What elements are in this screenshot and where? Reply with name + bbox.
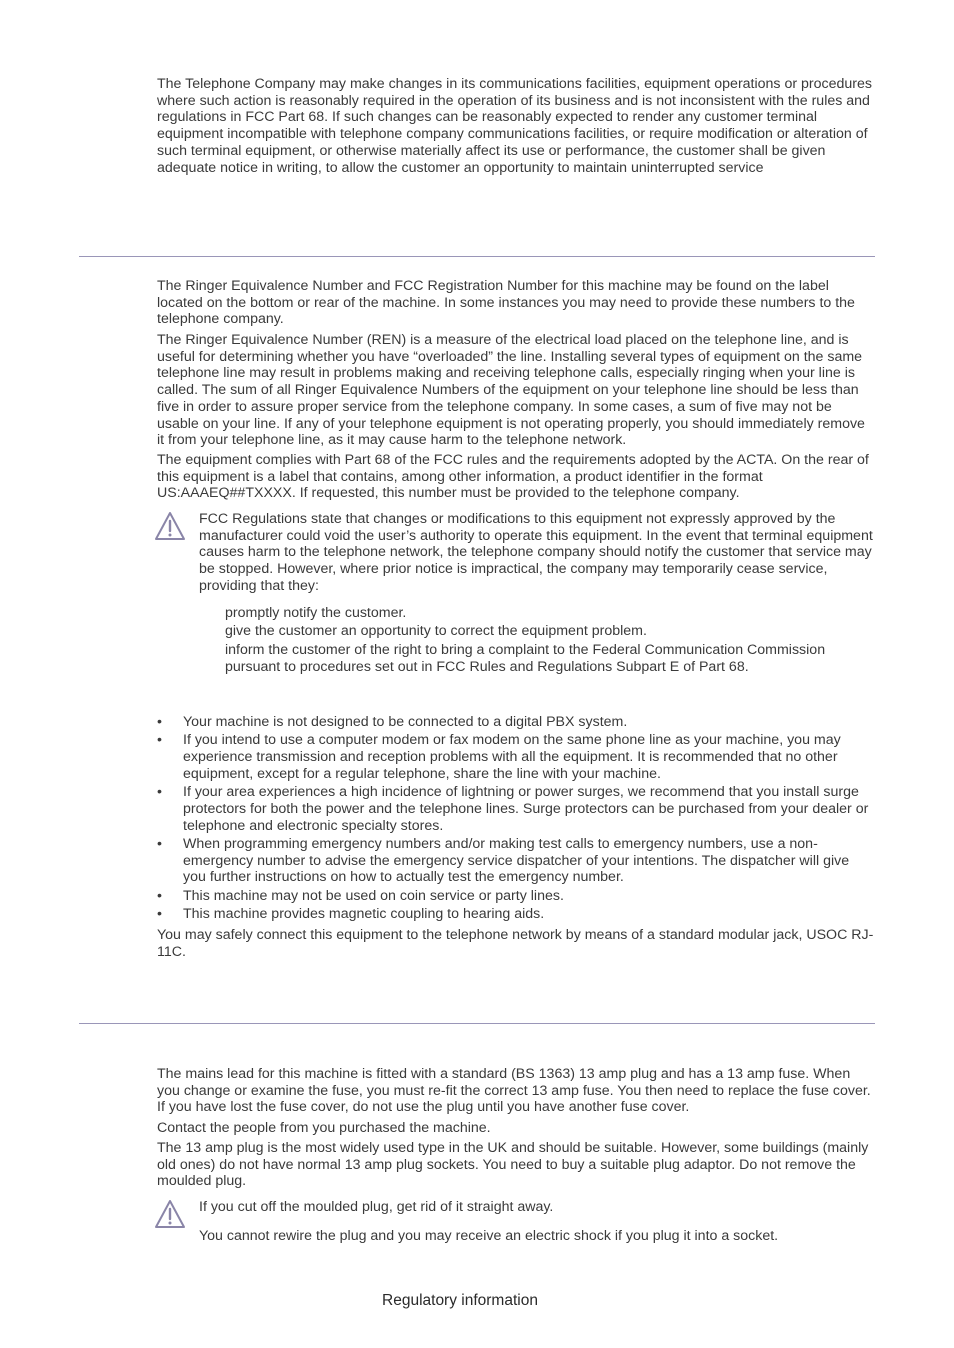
section-divider-1 (79, 256, 875, 257)
ren-paragraph-2: The Ringer Equivalence Number (REN) is a measure of the electrical load placed on the telephone line, and is useful for determining whether you have “overloaded” the line. Installing several types of equipment on the same telephone line may result in problems making and receiving telephone calls, especially ringing when your line is called. The sum of all Ringer Equivalence Numbers of the equipment on your telephone line should be less than five in order to assure proper service from the telephone company. In some cases, a sum of five may not be usable on your line. If any of your telephone equipment is not operating properly, you should immediately remove it from your telephone line, as it may cause harm to the telephone network. (157, 332, 865, 449)
caution-icon (154, 511, 186, 541)
list-item: • Your machine is not designed to be connected to a digital PBX system. (157, 714, 628, 730)
caution-subitem-1: promptly notify the customer. (225, 605, 407, 621)
list-item: • If your area experiences a high incidence of lightning or power surges, we recommend that you install surge protectors for both the power and the telephone lines. Surge protectors can be purchased from your dealer or telephone and electronic specialty stores. (157, 784, 869, 834)
page-footer: Regulatory information (382, 1292, 538, 1309)
plug-paragraph-2: Contact the people from you purchased the machine. (157, 1120, 491, 1136)
list-item: • If you intend to use a computer modem or fax modem on the same phone line as your machine, you may experience transmission and reception problems with all the equipment. It is recommended that no other equipment, except for a regular telephone, share the line with your machine. (157, 732, 841, 782)
plug-paragraph-1: The mains lead for this machine is fitted with a standard (BS 1363) 13 amp plug and has a 13 amp fuse. When you change or examine the fuse, you must re-fit the correct 13 amp fuse. You then need to replace the fuse cover. If you have lost the fuse cover, do not use the plug until you have another fuse cover. (157, 1066, 871, 1116)
notes-bullet-list (157, 714, 874, 925)
fcc-caution-text: FCC Regulations state that changes or modifications to this equipment not expressly approved by the manufacturer could void the user’s authority to operate this equipment. In the event that terminal equipment causes harm to the telephone network, the telephone company should notify the customer that service may be stopped. However, where prior notice is impractical, the company may temporarily cease service, providing that they: (199, 511, 873, 594)
section-divider-2 (79, 1023, 875, 1024)
plug-caution-text-1: If you cut off the moulded plug, get rid of it straight away. (199, 1199, 554, 1215)
caution-subitem-2: give the customer an opportunity to correct the equipment problem. (225, 623, 647, 639)
modular-jack-paragraph: You may safely connect this equipment to the telephone network by means of a standard modular jack, USOC RJ-11C. (157, 927, 874, 960)
caution-subitem-3: inform the customer of the right to bring a complaint to the Federal Communication Commission pursuant to procedures set out in FCC Rules and Regulations Subpart E of Part 68. (225, 642, 826, 675)
ren-paragraph-3: The equipment complies with Part 68 of the FCC rules and the requirements adopted by the ACTA. On the rear of this equipment is a label that contains, among other information, a product identifier in the format US:AAAEQ##TXXXX. If requested, this number must be provided to the telephone company. (157, 452, 869, 502)
plug-paragraph-3: The 13 amp plug is the most widely used type in the UK and should be suitable. However, some buildings (mainly old ones) do not have normal 13 amp plug sockets. You need to buy a suitable plug adaptor. Do not remove the moulded plug. (157, 1140, 869, 1190)
intro-paragraph: The Telephone Company may make changes in its communications facilities, equipment operations or procedures where such action is reasonably required in the operation of its business and is not inconsistent with the rules and regulations in FCC Part 68. If such changes can be reasonably expected to render any customer terminal equipment incompatible with telephone company communications facilities, or require modification or alteration of such terminal equipment, or otherwise materially affect its use or performance, the customer shall be given adequate notice in writing, to allow the customer an opportunity to maintain uninterrupted service (157, 76, 873, 176)
list-item: • This machine provides magnetic coupling to hearing aids. (157, 906, 545, 923)
caution-icon (154, 1199, 186, 1229)
plug-caution-text-2: You cannot rewire the plug and you may receive an electric shock if you plug it into a socket. (199, 1228, 779, 1244)
list-item: • When programming emergency numbers and/or making test calls to emergency numbers, use a non-emergency number to advise the emergency service dispatcher of your intentions. The dispatcher will give you further instructions on how to actually test the emergency number. (157, 835, 850, 886)
ren-paragraph-1: The Ringer Equivalence Number and FCC Registration Number for this machine may be found on the label located on the bottom or rear of the machine. In some instances you may need to provide these numbers to the telephone company. (157, 278, 855, 328)
list-item: • This machine may not be used on coin service or party lines. (157, 887, 564, 904)
